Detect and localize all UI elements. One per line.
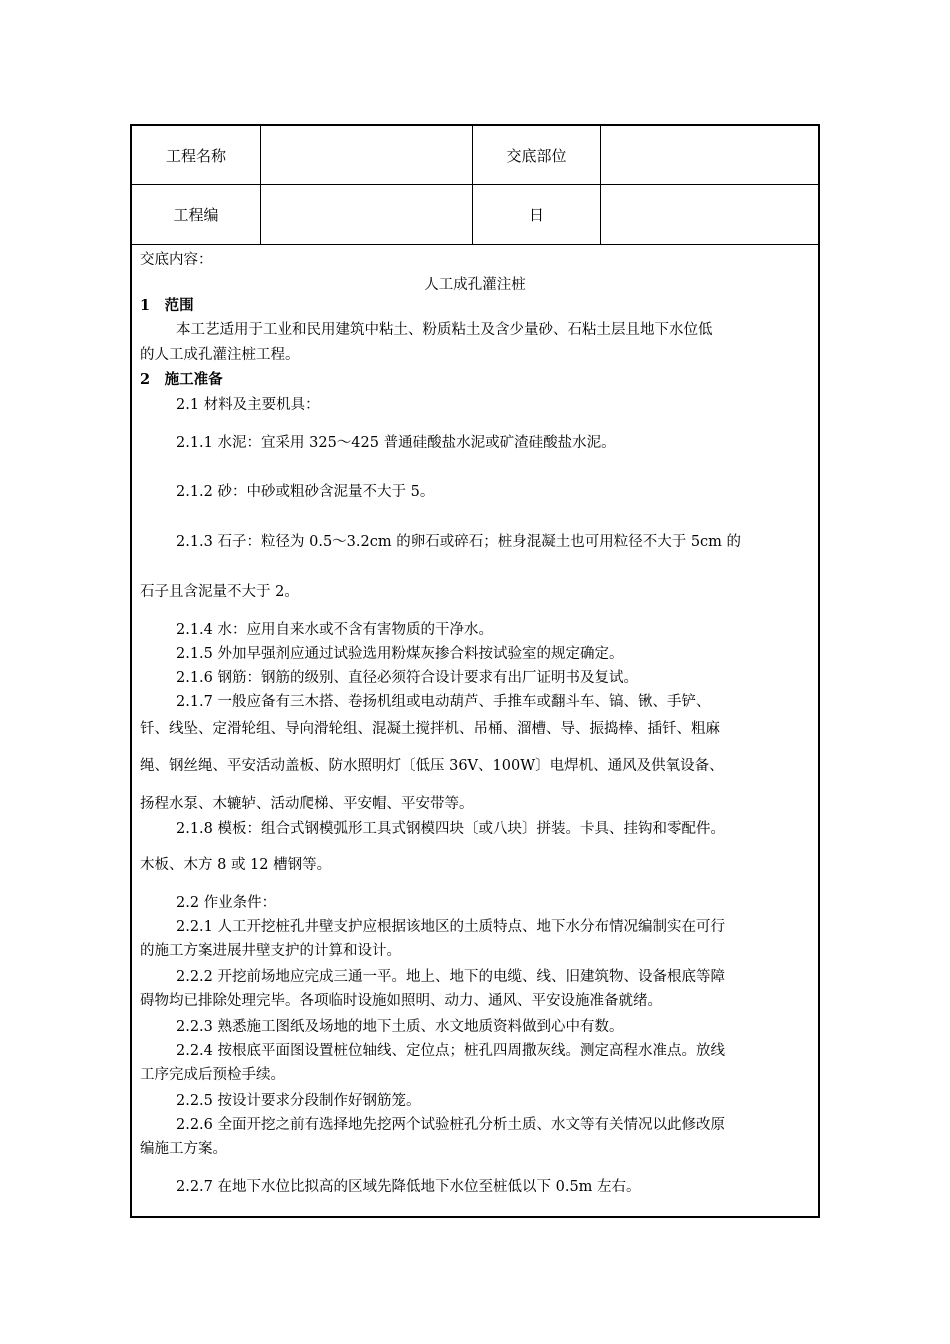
- paragraph-line: 石子且含泥量不大于 2。: [140, 584, 299, 600]
- paragraph-line: 2.2.3 熟悉施工图纸及场地的地下土质、水文地质资料做到心中有数。: [176, 1019, 624, 1035]
- paragraph-line: 的施工方案进展井壁支护的计算和设计。: [140, 943, 401, 959]
- paragraph-line: 2.2.5 按设计要求分段制作好钢筋笼。: [176, 1093, 421, 1109]
- paragraph-line: 2.1.1 水泥：宜采用 325～425 普通硅酸盐水泥或矿渣硅酸盐水泥。: [176, 435, 616, 451]
- handover-part-label: 交底部位: [506, 146, 567, 165]
- handover-part-value: [601, 126, 820, 184]
- project-name-value: [261, 126, 472, 184]
- date-label: 日: [528, 206, 544, 224]
- paragraph-line: 的人工成孔灌注桩工程。: [140, 347, 300, 363]
- paragraph-line: 2.2.6 全面开挖之前有选择地先挖两个试验桩孔分析土质、水文等有关情况以此修改原: [176, 1117, 726, 1133]
- paragraph-line: 2.2.1 人工开挖桩孔井壁支护应根据该地区的土质特点、地下水分布情况编制实在可行: [176, 919, 726, 935]
- paragraph-line: 钎、线坠、定滑轮组、导向滑轮组、混凝土搅拌机、吊桶、溜槽、导、振捣棒、插钎、粗麻: [140, 721, 720, 737]
- handover-form: [130, 124, 820, 1218]
- paragraph-line: 2.1.4 水：应用自来水或不含有害物质的干净水。: [176, 622, 494, 638]
- project-name-label: 工程名称: [165, 146, 226, 165]
- paragraph-line: 本工艺适用于工业和民用建筑中粘土、粉质粘土及含少量砂、石粘土层且地下水位低: [176, 322, 713, 338]
- section-heading: 2 施工准备: [140, 371, 223, 388]
- paragraph-line: 2.1 材料及主要机具：: [176, 397, 320, 413]
- paragraph-line: 2.2.4 按根底平面图设置桩位轴线、定位点；桩孔四周撒灰线。测定高程水准点。放线: [176, 1043, 726, 1059]
- row-divider: [132, 244, 818, 245]
- paragraph-line: 木板、木方 8 或 12 槽钢等。: [140, 857, 332, 873]
- paragraph-line: 工序完成后预检手续。: [140, 1067, 285, 1083]
- paragraph-line: 扬程水泵、木辘轳、活动爬梯、平安帽、平安带等。: [140, 796, 474, 812]
- date-value: [601, 185, 820, 244]
- paragraph-line: 2.1.7 一般应备有三木搭、卷扬机组或电动葫芦、手推车或翻斗车、镐、锹、手铲、: [176, 694, 711, 710]
- project-code-label: 工程编: [173, 206, 219, 224]
- paragraph-line: 2.1.3 石子：粒径为 0.5～3.2cm 的卵石或碎石；桩身混凝土也可用粒径不大于 5cm 的: [176, 534, 742, 550]
- paragraph-line: 碍物均已排除处理完毕。各项临时设施如照明、动力、通风、平安设施准备就绪。: [140, 993, 662, 1009]
- paragraph-line: 2.2.7 在地下水位比拟高的区域先降低地下水位至桩低以下 0.5m 左右。: [176, 1179, 641, 1195]
- project-code-value: [261, 185, 472, 244]
- paragraph-line: 2.2.2 开挖前场地应完成三通一平。地上、地下的电缆、线、旧建筑物、设备根底等障: [176, 969, 726, 985]
- content-title: 人工成孔灌注桩: [424, 277, 526, 293]
- paragraph-line: 2.1.2 砂：中砂或粗砂含泥量不大于 5。: [176, 484, 435, 500]
- paragraph-line: 2.1.8 模板：组合式钢模弧形工具式钢模四块〔或八块〕拼装。卡具、挂钩和零配件。: [176, 821, 726, 837]
- paragraph-line: 2.1.5 外加早强剂应通过试验选用粉煤灰掺合料按试验室的规定确定。: [176, 646, 624, 662]
- paragraph-line: 绳、钢丝绳、平安活动盖板、防水照明灯〔低压 36V、100W〕电焊机、通风及供氧设备、: [140, 758, 724, 774]
- content-label: 交底内容：: [140, 252, 213, 268]
- section-heading: 1 范围: [140, 297, 194, 314]
- paragraph-line: 编施工方案。: [140, 1141, 227, 1157]
- paragraph-line: 2.1.6 钢筋：钢筋的级别、直径必须符合设计要求有出厂证明书及复试。: [176, 670, 639, 686]
- paragraph-line: 2.2 作业条件：: [176, 895, 277, 911]
